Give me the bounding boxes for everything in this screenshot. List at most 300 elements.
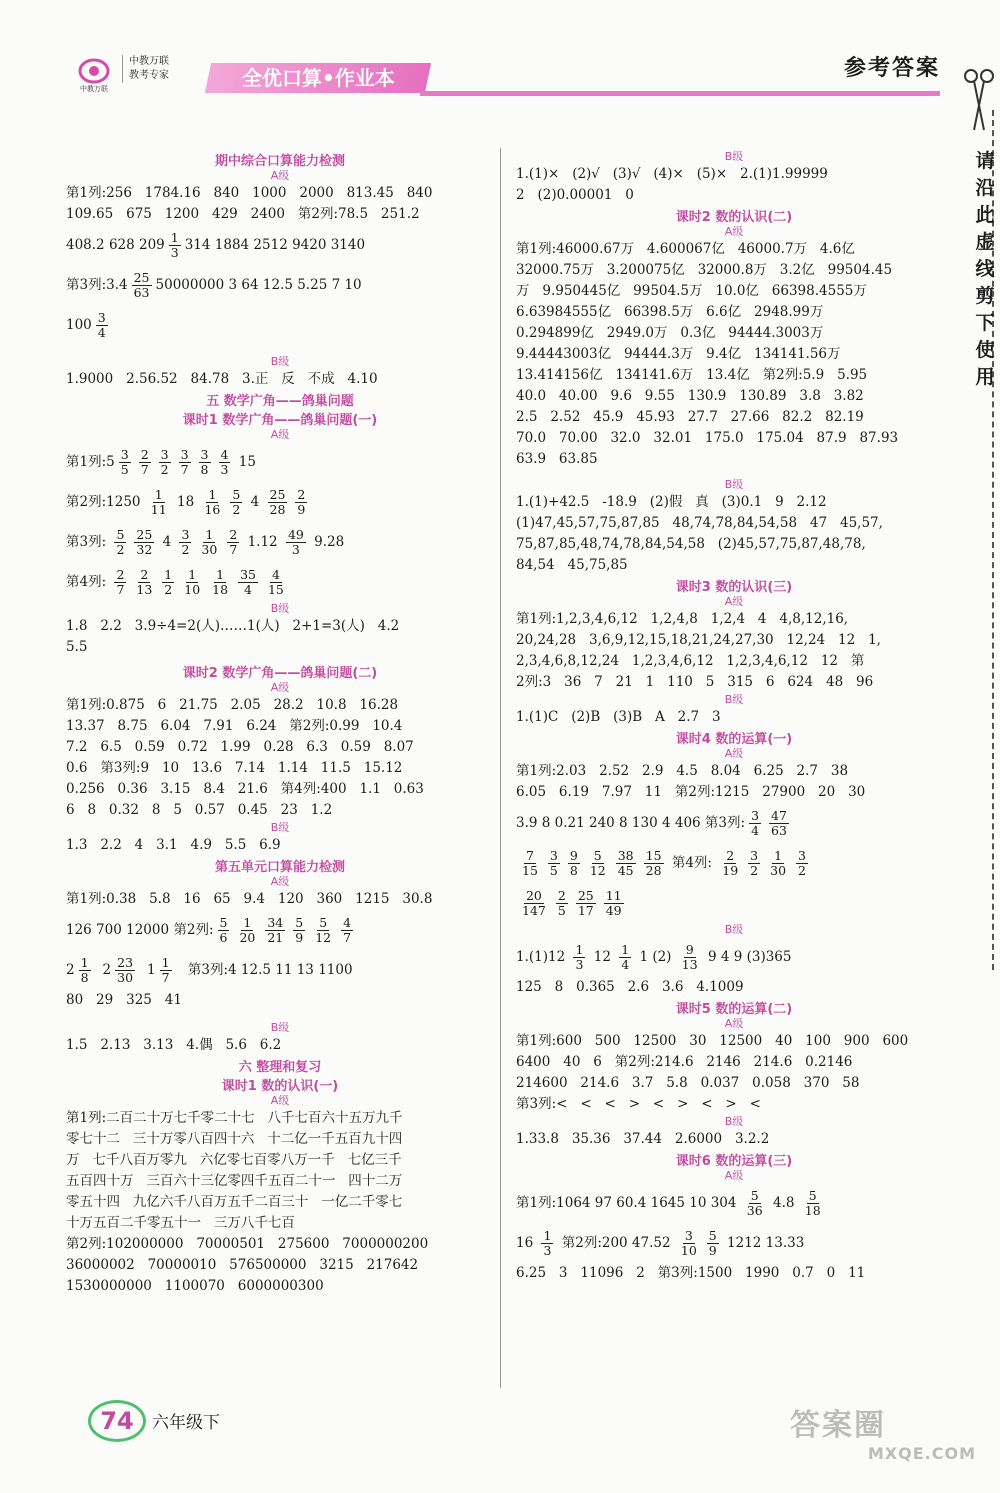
numerator: 1	[188, 567, 197, 582]
fraction	[616, 849, 636, 878]
brand-line-2: 教考专家	[129, 70, 169, 81]
answer-line	[66, 225, 494, 265]
denominator: 3	[575, 957, 584, 972]
fraction	[745, 1189, 765, 1218]
numerator: 34	[267, 915, 284, 930]
fraction	[796, 849, 808, 878]
numerator: 1	[543, 1228, 552, 1243]
answer-line: 第1列:0.875 6 21.75 2.05 28.2 10.8 16.28	[66, 697, 399, 713]
numerator: 1	[243, 915, 252, 930]
denominator: 15	[267, 582, 284, 597]
answer-line	[66, 562, 494, 602]
answer-line: 36000002 70000010 576500000 3215 217642	[66, 1257, 419, 1273]
fraction	[720, 849, 740, 878]
numerator: 2	[140, 567, 149, 582]
answer-text: 3.9 8 0.21 240 8 130 4 406 第3列:	[516, 815, 746, 831]
fraction	[179, 528, 191, 557]
fraction	[134, 528, 154, 557]
fraction	[149, 488, 169, 517]
fraction	[96, 311, 108, 340]
answer-text: 第1列:1064 97 60.4 1645 10 304	[516, 1195, 741, 1211]
denominator: 30	[770, 863, 787, 878]
fraction	[159, 448, 171, 477]
answer-line: 6.05 6.19 7.97 11 第2列:1215 27900 20 30	[516, 784, 866, 800]
fraction	[134, 568, 154, 597]
denominator: 2	[798, 863, 806, 878]
denominator: 7	[180, 462, 189, 477]
answer-text: 12	[589, 949, 616, 965]
denominator: 3	[291, 542, 300, 557]
answer-line	[66, 482, 494, 522]
level-label: B级	[724, 478, 744, 491]
page-footer	[88, 1398, 288, 1442]
numerator: 15	[645, 848, 662, 863]
answer-line: 13.37 8.75 6.04 7.91 6.24 第2列:0.99 10.4	[66, 718, 403, 734]
answer-text: 1.12	[243, 534, 282, 550]
answer-line: 1.5 2.13 3.13 4.偶 5.6 6.2	[66, 1037, 282, 1053]
answer-line	[516, 803, 952, 843]
brand-text	[122, 55, 183, 83]
denominator: 10	[184, 582, 201, 597]
grade-label: 六年级下	[152, 1413, 220, 1433]
denominator: 30	[201, 542, 218, 557]
series-title-banner	[205, 63, 431, 93]
whole-part: 1	[147, 962, 156, 978]
answer-text: 1212 13.33	[722, 1235, 805, 1251]
answer-line: 109.65 675 1200 429 2400 第2列:78.5 251.2	[66, 206, 420, 222]
numerator: 25	[577, 888, 594, 903]
level-label: A级	[270, 428, 290, 441]
answer-text: 314 1884 2512 9420 3140	[184, 237, 366, 253]
numerator: 3	[120, 447, 129, 462]
answer-line	[66, 305, 494, 345]
answer-line: 80 29 325 41	[66, 992, 182, 1008]
numerator: 1	[170, 230, 179, 245]
level-label: B级	[724, 693, 744, 706]
answer-line: 1530000000 1100070 6000000300	[66, 1278, 324, 1294]
brand-line-1: 中教万联	[129, 56, 169, 67]
answer-text: 4.8	[768, 1195, 799, 1211]
level-label: B级	[270, 602, 290, 615]
answer-text: 1 (2)	[635, 949, 676, 965]
answer-line: 84,54 45,75,85	[516, 557, 628, 573]
numerator: 2	[229, 527, 238, 542]
answer-text: 第1列:5	[66, 454, 115, 470]
denominator: 8	[569, 863, 578, 878]
answer-line	[516, 1223, 952, 1263]
numerator: 3	[751, 808, 760, 823]
answer-line: 万 七千八百万零九 六亿零七百零八万一千 七亿三千	[66, 1152, 402, 1168]
answer-text: 第2列:200 47.52	[557, 1235, 675, 1251]
denominator: 2	[750, 863, 759, 878]
numerator: 5	[750, 1188, 759, 1203]
fraction	[548, 849, 560, 878]
denominator: 12	[315, 930, 332, 945]
answer-line: 1.9000 2.56.52 84.78 3.正 反 不成 4.10	[66, 371, 378, 387]
denominator: 28	[645, 863, 662, 878]
section-title: 第五单元口算能力检测	[214, 860, 345, 875]
fraction	[556, 889, 568, 918]
section-title: 课时1 数的认识(一)	[221, 1079, 339, 1094]
section-title: 课时1 数学广角——鸽巢问题(一)	[182, 413, 378, 428]
fraction	[680, 943, 700, 972]
left-column	[66, 150, 494, 1297]
level-label: B级	[724, 150, 744, 163]
watermark-line-1: 答案圈	[790, 1408, 886, 1443]
denominator: 13	[681, 957, 698, 972]
watermark-line-2: MXQE.COM	[867, 1444, 976, 1463]
answer-line: 214600 214.6 3.7 5.8 0.037 0.058 370 58	[516, 1075, 860, 1091]
fraction	[119, 448, 131, 477]
answer-text: 15	[234, 454, 256, 470]
fraction	[182, 568, 202, 597]
numerator: 1	[80, 955, 89, 970]
level-label: A级	[724, 1017, 744, 1030]
denominator: 30	[117, 970, 134, 985]
cut-instruction: 请沿此虚线剪下使用	[975, 150, 995, 388]
fraction	[573, 943, 585, 972]
numerator: 4	[220, 447, 229, 462]
answer-line	[66, 442, 494, 482]
numerator: 3	[549, 848, 558, 863]
fraction	[132, 271, 152, 300]
answer-text: 408.2 628 209	[66, 237, 165, 253]
denominator: 147	[522, 903, 546, 918]
answer-line: 1.33.8 35.36 37.44 2.6000 3.2.2	[516, 1131, 770, 1147]
answer-text: 9 4 9 (3)365	[703, 949, 792, 965]
answer-line: 6.25 3 11096 2 第3列:1500 1990 0.7 0 11	[516, 1265, 866, 1281]
numerator: 5	[232, 487, 241, 502]
section-title: 课时2 数的认识(二)	[675, 210, 793, 225]
answer-line: 第1列:600 500 12500 30 12500 40 100 900 600	[516, 1033, 909, 1049]
numerator: 7	[525, 848, 534, 863]
answer-line: 1.(1)× (2)√ (3)√ (4)× (5)× 2.(1)1.99999	[516, 166, 828, 182]
level-label: A级	[724, 595, 744, 608]
numerator: 3	[200, 447, 209, 462]
answer-line: 2,3,4,6,8,12,24 1,2,3,4,6,12 1,2,3,4,6,12 12 第	[516, 653, 865, 669]
fraction	[169, 231, 181, 260]
unit-title: 六 整理和复习	[238, 1060, 322, 1075]
answer-line: 第1列:0.38 5.8 16 65 9.4 120 360 1215 30.8	[66, 891, 433, 907]
numerator: 5	[295, 915, 304, 930]
answer-text: 126 700 12000 第2列:	[66, 922, 214, 938]
header-rule	[420, 91, 940, 96]
answer-line: 32000.75万 3.200075亿 32000.8万 3.2亿 99504.45	[516, 262, 893, 278]
numerator: 3	[750, 848, 759, 863]
fraction	[160, 956, 172, 985]
answer-line: 6 8 0.32 8 5 0.57 0.45 23 1.2	[66, 802, 333, 818]
denominator: 5	[549, 863, 558, 878]
level-label: B级	[724, 923, 744, 936]
section-title: 课时3 数的认识(三)	[675, 580, 793, 595]
section-label: 参考答案	[843, 56, 940, 81]
answer-line: 1.(1)+42.5 -18.9 (2)假 真 (3)0.1 9 2.12	[516, 494, 827, 510]
fraction	[237, 916, 257, 945]
denominator: 63	[771, 823, 787, 838]
numerator: 1	[161, 955, 170, 970]
page-header	[60, 55, 940, 100]
numerator: 5	[593, 848, 602, 863]
section-title: 期中综合口算能力检测	[214, 154, 345, 169]
denominator: 8	[200, 462, 209, 477]
answer-line: 13.414156亿 134141.6万 13.4亿 第2列:5.9 5.95	[516, 367, 868, 383]
page-number: 74	[88, 1400, 146, 1442]
denominator: 28	[269, 502, 286, 517]
denominator: 2	[232, 502, 241, 517]
denominator: 3	[543, 1243, 552, 1258]
numerator: 35	[240, 567, 256, 582]
fraction	[210, 568, 230, 597]
fraction	[619, 943, 631, 972]
numerator: 25	[269, 487, 286, 502]
answer-text: 第4列:	[66, 574, 111, 590]
fraction	[644, 849, 664, 878]
answer-text: 第2列:1250	[66, 494, 145, 510]
answer-line: 第1列:1,2,3,4,6,12 1,2,4,8 1,2,4 4 4,8,12,16,	[516, 611, 849, 627]
fraction	[114, 568, 126, 597]
denominator: 13	[136, 582, 153, 597]
answer-text: 9.28	[309, 534, 345, 550]
scissors-icon	[962, 68, 996, 138]
numerator: 5	[219, 915, 228, 930]
answer-line: 20,24,28 3,6,9,12,15,18,21,24,27,30 12,24 12 1,	[516, 632, 881, 648]
denominator: 10	[680, 1243, 697, 1258]
denominator: 2	[181, 542, 190, 557]
numerator: 5	[116, 527, 125, 542]
denominator: 4	[97, 325, 106, 340]
unit-title: 五 数学广角——鸽巢问题	[206, 394, 354, 409]
numerator: 25	[136, 527, 153, 542]
mixed-number	[147, 955, 176, 985]
numerator: 49	[287, 527, 304, 542]
answer-text: 第3列:	[66, 534, 111, 550]
numerator: 3	[181, 527, 190, 542]
level-label: B级	[270, 821, 290, 834]
fraction	[576, 889, 596, 918]
fraction	[341, 916, 353, 945]
numerator: 2	[297, 487, 306, 502]
denominator: 11	[150, 502, 167, 517]
answer-text: 16	[516, 1235, 538, 1251]
answer-line: 第1列:二百二十万七千零二十七 八千七百六十五万九千	[66, 1110, 403, 1126]
numerator: 9	[685, 942, 694, 957]
section-title: 课时5 数的运算(二)	[675, 1002, 793, 1017]
series-title: 全优口算•作业本	[241, 66, 395, 90]
fraction	[230, 488, 242, 517]
fraction	[313, 916, 333, 945]
answer-line: 9.44443003亿 94444.3万 9.4亿 134141.56万	[516, 346, 841, 362]
fraction	[707, 1229, 719, 1258]
fraction	[604, 889, 624, 918]
denominator: 2	[160, 462, 169, 477]
denominator: 3	[220, 462, 229, 477]
watermark	[790, 1400, 990, 1480]
answer-line	[66, 522, 494, 562]
svg-text:中教万联: 中教万联	[80, 85, 108, 93]
answer-line: 第1列:2.03 2.52 2.9 4.5 8.04 6.25 2.7 38	[516, 763, 849, 779]
numerator: 3	[160, 447, 169, 462]
fraction	[199, 448, 211, 477]
mixed-number	[102, 955, 140, 985]
denominator: 21	[267, 930, 284, 945]
denominator: 20	[239, 930, 256, 945]
fraction	[803, 1189, 823, 1218]
numerator: 2	[140, 447, 149, 462]
answer-text: 18	[172, 494, 199, 510]
section-title: 课时6 数的运算(三)	[675, 1154, 793, 1169]
numerator: 1	[164, 567, 173, 582]
level-label: A级	[270, 1094, 290, 1107]
denominator: 45	[617, 863, 634, 878]
answer-line: 1.(1)C (2)B (3)B A 2.7 3	[516, 709, 721, 725]
fraction	[749, 809, 761, 838]
answer-line: 0.256 0.36 3.15 8.4 21.6 第4列:400 1.1 0.63	[66, 781, 424, 797]
answer-text: 第3列:3.4	[66, 277, 128, 293]
numerator: 1	[575, 942, 584, 957]
denominator: 15	[522, 863, 538, 878]
answer-line: 五百四十万 三百六十三亿零四千五百二十一 四十二万	[66, 1173, 403, 1189]
numerator: 23	[117, 955, 134, 970]
answer-line: (1)47,45,57,75,87,85 48,74,78,84,54,58 47 45,57,	[516, 515, 883, 531]
answer-text: 4	[246, 494, 264, 510]
numerator: 3	[97, 310, 106, 325]
numerator: 4	[271, 567, 280, 582]
numerator: 3	[798, 848, 806, 863]
numerator: 4	[343, 915, 352, 930]
denominator: 5	[557, 903, 566, 918]
fraction	[568, 849, 580, 878]
fraction	[139, 448, 151, 477]
denominator: 2	[164, 582, 173, 597]
denominator: 4	[244, 582, 252, 597]
denominator: 7	[229, 542, 238, 557]
answer-line: 0.294899亿 2949.0万 0.3亿 94444.3003万	[516, 325, 824, 341]
numerator: 5	[808, 1188, 817, 1203]
level-label: A级	[270, 875, 290, 888]
answer-line: 63.9 63.85	[516, 451, 598, 467]
answer-line: 零五十四 九亿六千八百万五千二百三十 一亿二千零七	[66, 1194, 403, 1210]
answer-text: 100	[66, 317, 92, 333]
answer-line	[516, 883, 952, 923]
fraction	[286, 528, 306, 557]
numerator: 5	[319, 915, 328, 930]
numerator: 2	[557, 888, 566, 903]
numerator: 1	[774, 848, 783, 863]
answer-text: 1.(1)12	[516, 949, 570, 965]
fraction	[768, 849, 788, 878]
numerator: 3	[180, 447, 189, 462]
denominator: 7	[161, 970, 170, 985]
fraction	[202, 488, 222, 517]
numerator: 1	[208, 487, 217, 502]
denominator: 32	[136, 542, 153, 557]
level-label: A级	[724, 747, 744, 760]
fraction	[293, 916, 305, 945]
numerator: 9	[569, 848, 578, 863]
denominator: 49	[605, 903, 622, 918]
fraction	[588, 849, 608, 878]
answer-text: 第4列:	[667, 855, 717, 871]
denominator: 9	[708, 1243, 717, 1258]
denominator: 12	[589, 863, 606, 878]
denominator: 17	[577, 903, 594, 918]
answer-text: 第3列:4 12.5 11 13 1100	[183, 962, 353, 978]
numerator: 25	[133, 270, 150, 285]
whole-part: 2	[66, 962, 75, 978]
denominator: 7	[116, 582, 125, 597]
fraction	[520, 889, 548, 918]
answer-line: 125 8 0.365 2.6 3.6 4.1009	[516, 979, 744, 995]
answer-line: 6.63984555亿 66398.5万 6.6亿 2948.99万	[516, 304, 824, 320]
fraction	[679, 1229, 699, 1258]
denominator: 2	[116, 542, 125, 557]
denominator: 4	[751, 823, 760, 838]
section-title: 课时4 数的运算(一)	[675, 732, 793, 747]
denominator: 63	[133, 285, 150, 300]
fraction	[520, 849, 540, 878]
denominator: 9	[295, 930, 304, 945]
right-column	[516, 150, 952, 1284]
answer-line: 万 9.950445亿 99504.5万 10.0亿 66398.4555万	[516, 283, 867, 299]
fraction	[179, 448, 191, 477]
numerator: 11	[605, 888, 622, 903]
mixed-number	[66, 955, 95, 985]
whole-part: 2	[102, 962, 112, 978]
denominator: 18	[212, 582, 229, 597]
answer-line: 第1列:256 1784.16 840 1000 2000 813.45 840	[66, 185, 433, 201]
numerator: 20	[525, 888, 542, 903]
fraction	[114, 528, 126, 557]
fraction	[227, 528, 239, 557]
numerator: 5	[708, 1228, 717, 1243]
answer-line: 40.0 40.00 9.6 9.55 130.9 130.89 3.8 3.82	[516, 388, 864, 404]
numerator: 2	[116, 567, 125, 582]
answer-line: 2.5 2.52 45.9 45.93 27.7 27.66 82.2 82.19	[516, 409, 864, 425]
answer-line	[516, 937, 952, 977]
answer-line	[66, 265, 494, 305]
answer-line: 5.5	[66, 639, 88, 655]
denominator: 9	[297, 502, 306, 517]
numerator: 2	[726, 848, 735, 863]
fraction	[266, 568, 286, 597]
fraction	[219, 448, 231, 477]
fraction	[79, 956, 91, 985]
answer-line	[516, 843, 952, 883]
denominator: 6	[219, 930, 228, 945]
level-label: A级	[270, 681, 290, 694]
level-label: B级	[270, 355, 290, 368]
fraction	[218, 916, 230, 945]
fraction	[295, 488, 307, 517]
answer-line: 零七十二 三十万零八百四十六 十二亿一千五百九十四	[66, 1131, 403, 1147]
answer-line: 2 (2)0.00001 0	[516, 187, 634, 203]
fraction	[115, 956, 135, 985]
answer-text: 50000000 3 64 12.5 5.25 7 10	[155, 277, 362, 293]
denominator: 5	[120, 462, 129, 477]
denominator: 18	[804, 1203, 821, 1218]
fraction	[748, 849, 760, 878]
denominator: 3	[170, 245, 179, 260]
answer-line: 1.3 2.2 4 3.1 4.9 5.5 6.9	[66, 837, 281, 853]
answer-line	[66, 950, 494, 990]
fraction	[265, 916, 285, 945]
level-label: B级	[724, 1115, 744, 1128]
numerator: 1	[216, 567, 225, 582]
answer-line: 1.8 2.2 3.9÷4=2(人)……1(人) 2+1=3(人) 4.2	[66, 618, 400, 634]
numerator: 1	[154, 487, 163, 502]
answer-line: 75,87,85,48,74,78,84,54,58 (2)45,57,75,87,48,78,	[516, 536, 866, 552]
numerator: 3	[684, 1228, 693, 1243]
